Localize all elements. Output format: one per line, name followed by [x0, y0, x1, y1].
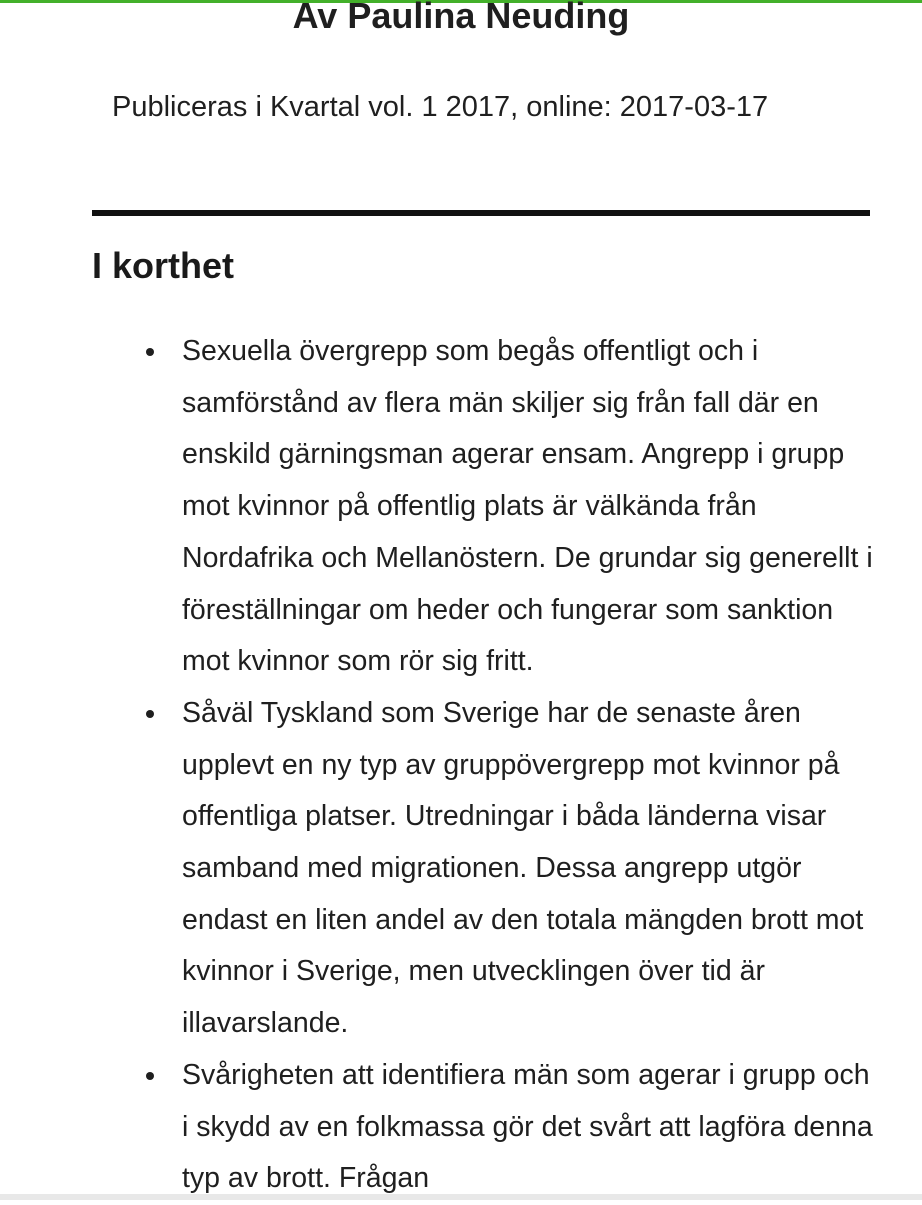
- bullet-icon: [146, 710, 154, 718]
- summary-item: [182, 326, 882, 688]
- summary-list: [182, 326, 882, 1205]
- summary-item: [182, 1050, 882, 1205]
- publication-info: Publiceras i Kvartal vol. 1 2017, online: 2017-03-17: [112, 91, 769, 123]
- bullet-icon: [146, 348, 154, 356]
- article-byline: Av Paulina Neuding: [292, 0, 630, 36]
- summary-item-text: Svårigheten att identifiera män som agerar i grupp och i skydd av en folkmassa gör det svårt att lagföra denna typ av brott. Frågan: [182, 1058, 873, 1195]
- bottom-edge: [0, 1194, 922, 1200]
- summary-item-text: Sexuella övergrepp som begås offentligt och i samförstånd av flera män skiljer sig från fall där en enskild gärningsman agerar ensam. Angrepp i grupp mot kvinnor på offentlig plats är välkända från Nordafrika och Mellanöstern. De grundar sig generellt i föreställningar om heder och fungerar som sanktion mot kvinnor som rör sig fritt.: [182, 335, 873, 678]
- summary-item: [182, 688, 882, 1050]
- section-divider: [92, 210, 870, 216]
- bullet-icon: [146, 1072, 154, 1080]
- summary-item-text: Såväl Tyskland som Sverige har de senaste åren upplevt en ny typ av gruppövergrepp mot kvinnor på offentliga platser. Utredningar i båda länderna visar samband med migrationen. Dessa angrepp utgör endast en liten andel av den totala mängden brott mot kvinnor i Sverige, men utvecklingen över tid är illavarslande.: [182, 696, 864, 1040]
- summary-heading: I korthet: [92, 245, 235, 286]
